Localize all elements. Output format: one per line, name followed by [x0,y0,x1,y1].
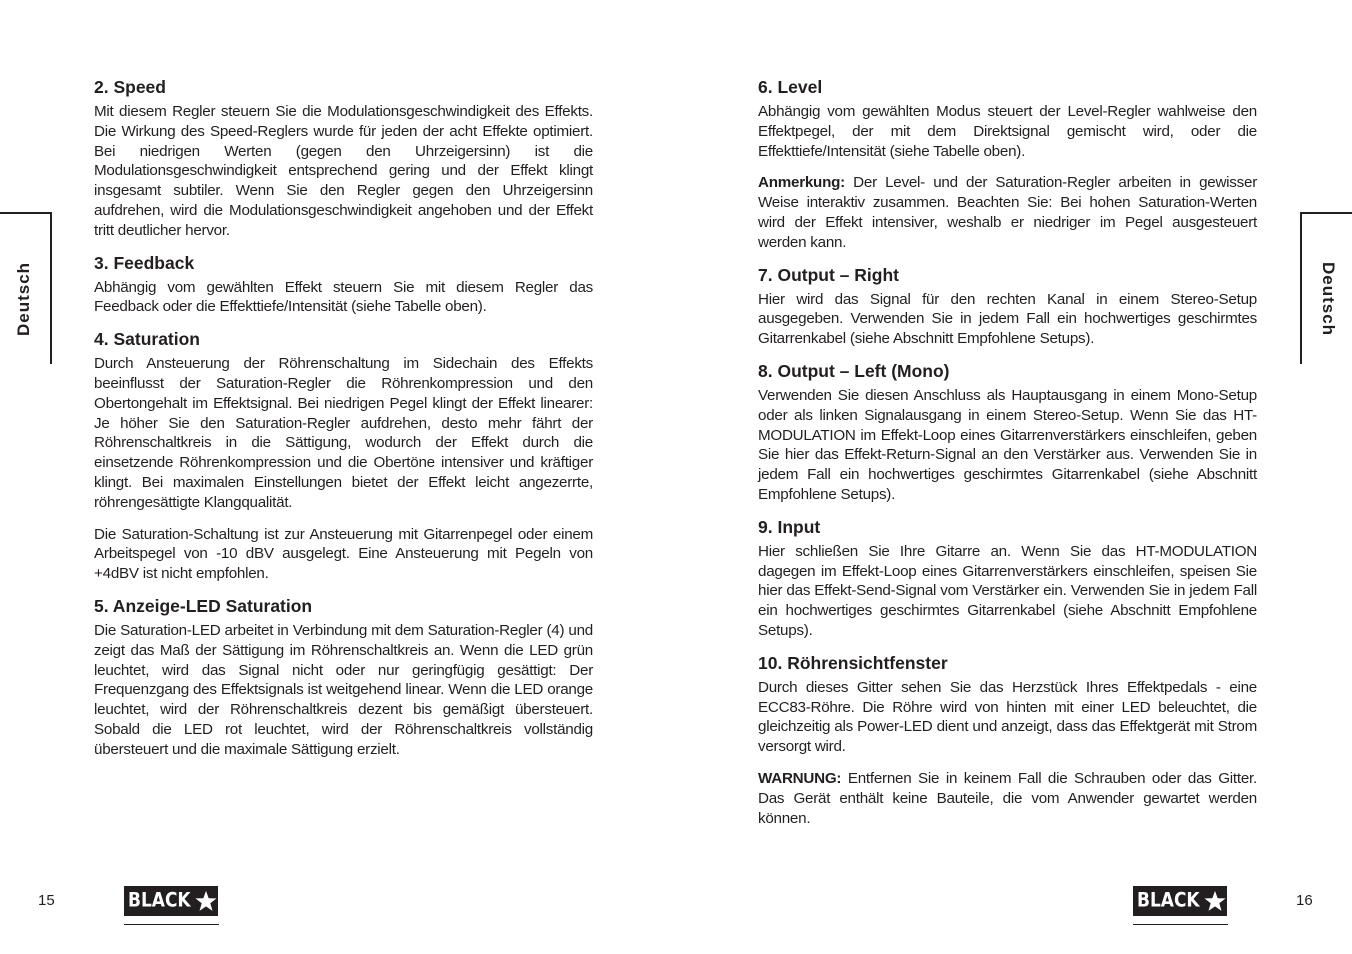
section-saturation-led [94,596,593,760]
right-page-column [758,77,1257,840]
note-label: Anmerkung: [758,174,845,192]
section-heading: 9. Input [758,516,821,537]
section-feedback [94,253,593,318]
section-text: Abhängig vom gewählten Modus steuert der Level-Regler wahlweise den Effektpegel, der mit dem Direktsignal gemischt wird, oder die Effekttiefe/Intensität (siehe Tabelle oben). [758,103,1257,160]
section-text: Die Saturation-LED arbeitet in Verbindung mit dem Saturation-Regler (4) und zeigt das Maß der Sättigung im Röhrenschaltkreis an. Wenn die LED grün leuchtet, wird das Signal nicht oder nur geringfügig gesättigt: Der Frequenzgang des Effektsignals ist weitgehend linear. Wenn die LED orange leuchtet, wird der Röhrenschaltkreis dezent bis gemäßigt übersteuert. Sobald die LED rot leuchtet, wird der Röhrenschaltkreis vollständig übersteuert und die maximale Sättigung erzielt. [94,621,593,758]
section-heading: 8. Output – Left (Mono) [758,360,950,381]
star-icon [1204,889,1226,913]
section-heading: 5. Anzeige-LED Saturation [94,595,313,616]
logo-text: BLACK [128,888,191,912]
note-paragraph [758,173,1257,252]
section-output-right [758,265,1257,349]
section-heading: 3. Feedback [94,252,195,273]
language-tab-right [1300,212,1352,364]
left-page-column [94,77,593,772]
section-level [758,77,1257,253]
footer-rule-left [124,924,219,925]
section-heading: 4. Saturation [94,329,200,350]
section-text: Abhängig vom gewählten Effekt steuern Sie mit diesem Regler das Feedback oder die Effekttiefe/Intensität (siehe Tabelle oben). [94,278,593,316]
page-number-left: 15 [38,892,55,909]
section-heading: 7. Output – Right [758,264,899,285]
section-heading: 10. Röhrensichtfenster [758,652,948,673]
section-speed [94,77,593,241]
language-tab-label: Deutsch [1319,261,1338,337]
star-icon [195,889,217,913]
section-text: Durch Ansteuerung der Röhrenschaltung im Sidechain des Effekts beeinflusst der Saturation-Regler die Röhrenkompression und den Obertongehalt im Effektsignal. Bei niedrigen Pegel klingt der Effekt linearer: Je höher Sie den Saturation-Regler aufdrehen, desto mehr fährt der Röhrenschaltkreis in die Sättigung, wodurch der Effekt durch die einsetzende Röhrenkompression und die Obertöne intensiver und kräftiger klingt. Bei maximalen Einstellungen bietet der Effekt leicht angezerrte, röhrengesättigte Klangqualität. [94,355,593,511]
page-number-right: 16 [1296,892,1313,909]
section-text: Die Saturation-Schaltung ist zur Ansteuerung mit Gitarrenpegel oder einem Arbeitspegel von -10 dBV ausgelegt. Eine Ansteuerung mit Pegeln von +4dBV ist nicht empfohlen. [94,525,593,583]
warning-paragraph [758,769,1257,828]
section-text: Verwenden Sie diesen Anschluss als Hauptausgang in einem Mono-Setup oder als linken Signalausgang in einem Stereo-Setup. Wenn Sie das HT-MODULATION im Effekt-Loop eines Gitarrenverstärkers einschleifen, geben Sie hier das Effekt-Return-Signal an den Verstärker aus. Verwenden Sie in jedem Fall ein hochwertiges geschirmtes Gitarrenkabel (siehe Abschnitt Empfohlene Setups). [758,386,1257,503]
warning-label: WARNUNG: [758,769,842,787]
section-heading: 6. Level [758,77,823,97]
section-text: Hier schließen Sie Ihre Gitarre an. Wenn Sie das HT-MODULATION dagegen im Effekt-Loop eines Gitarrenverstärkers einschleifen, speisen Sie hier das Effekt-Send-Signal vom Verstärker ein. Verwenden Sie in jedem Fall ein hochwertiges geschirmtes Gitarrenkabel (siehe Abschnitt Empfohlene Setups). [758,542,1257,639]
note-text: Der Level- und der Saturation-Regler arbeiten in gewisser Weise interaktiv zusammen. Beachten Sie: Bei hohen Saturation-Werten wird der Effekt intensiver, weshalb er niedriger im Pegel ausgesteuert werden kann. [758,174,1257,251]
brand-logo-left [124,886,218,916]
section-text: Durch dieses Gitter sehen Sie das Herzstück Ihres Effektpedals - eine ECC83-Röhre. Die Röhre wird von hinten mit einer LED beleuchtet, die gleichzeitig als Power-LED dient und anzeigt, dass das Effektgerät mit Strom versorgt wird. [758,678,1257,756]
section-text: Hier wird das Signal für den rechten Kanal in einem Stereo-Setup ausgegeben. Verwenden Sie in jedem Fall ein hochwertiges geschirmtes Gitarrenkabel (siehe Abschnitt Empfohlene Setups). [758,290,1257,348]
language-tab-left [0,212,52,364]
warning-text: Entfernen Sie in keinem Fall die Schrauben oder das Gitter. Das Gerät enthält keine Bauteile, die vom Anwender gewartet werden können. [758,769,1257,827]
section-tube-window [758,653,1257,829]
footer-rule-right [1133,924,1228,925]
section-text: Mit diesem Regler steuern Sie die Modulationsgeschwindigkeit des Effekts. Die Wirkung des Speed-Reglers wurde für jeden der acht Effekte optimiert. Bei niedrigen Werten (gegen den Uhrzeigersinn) ist die Modulationsgeschwindigkeit entsprechend gering und der Effekt klingt insgesamt subtiler. Wenn Sie den Regler gegen den Uhrzeigersinn aufdrehen, wird die Modulationsgeschwindigkeit angehoben und der Effekt tritt deutlicher hervor. [94,103,593,239]
logo-text: BLACK [1137,888,1200,912]
language-tab-label: Deutsch [14,261,33,337]
section-heading: 2. Speed [94,77,166,97]
section-output-left [758,361,1257,505]
section-saturation [94,329,593,584]
brand-logo-right [1133,886,1227,916]
section-input [758,517,1257,641]
